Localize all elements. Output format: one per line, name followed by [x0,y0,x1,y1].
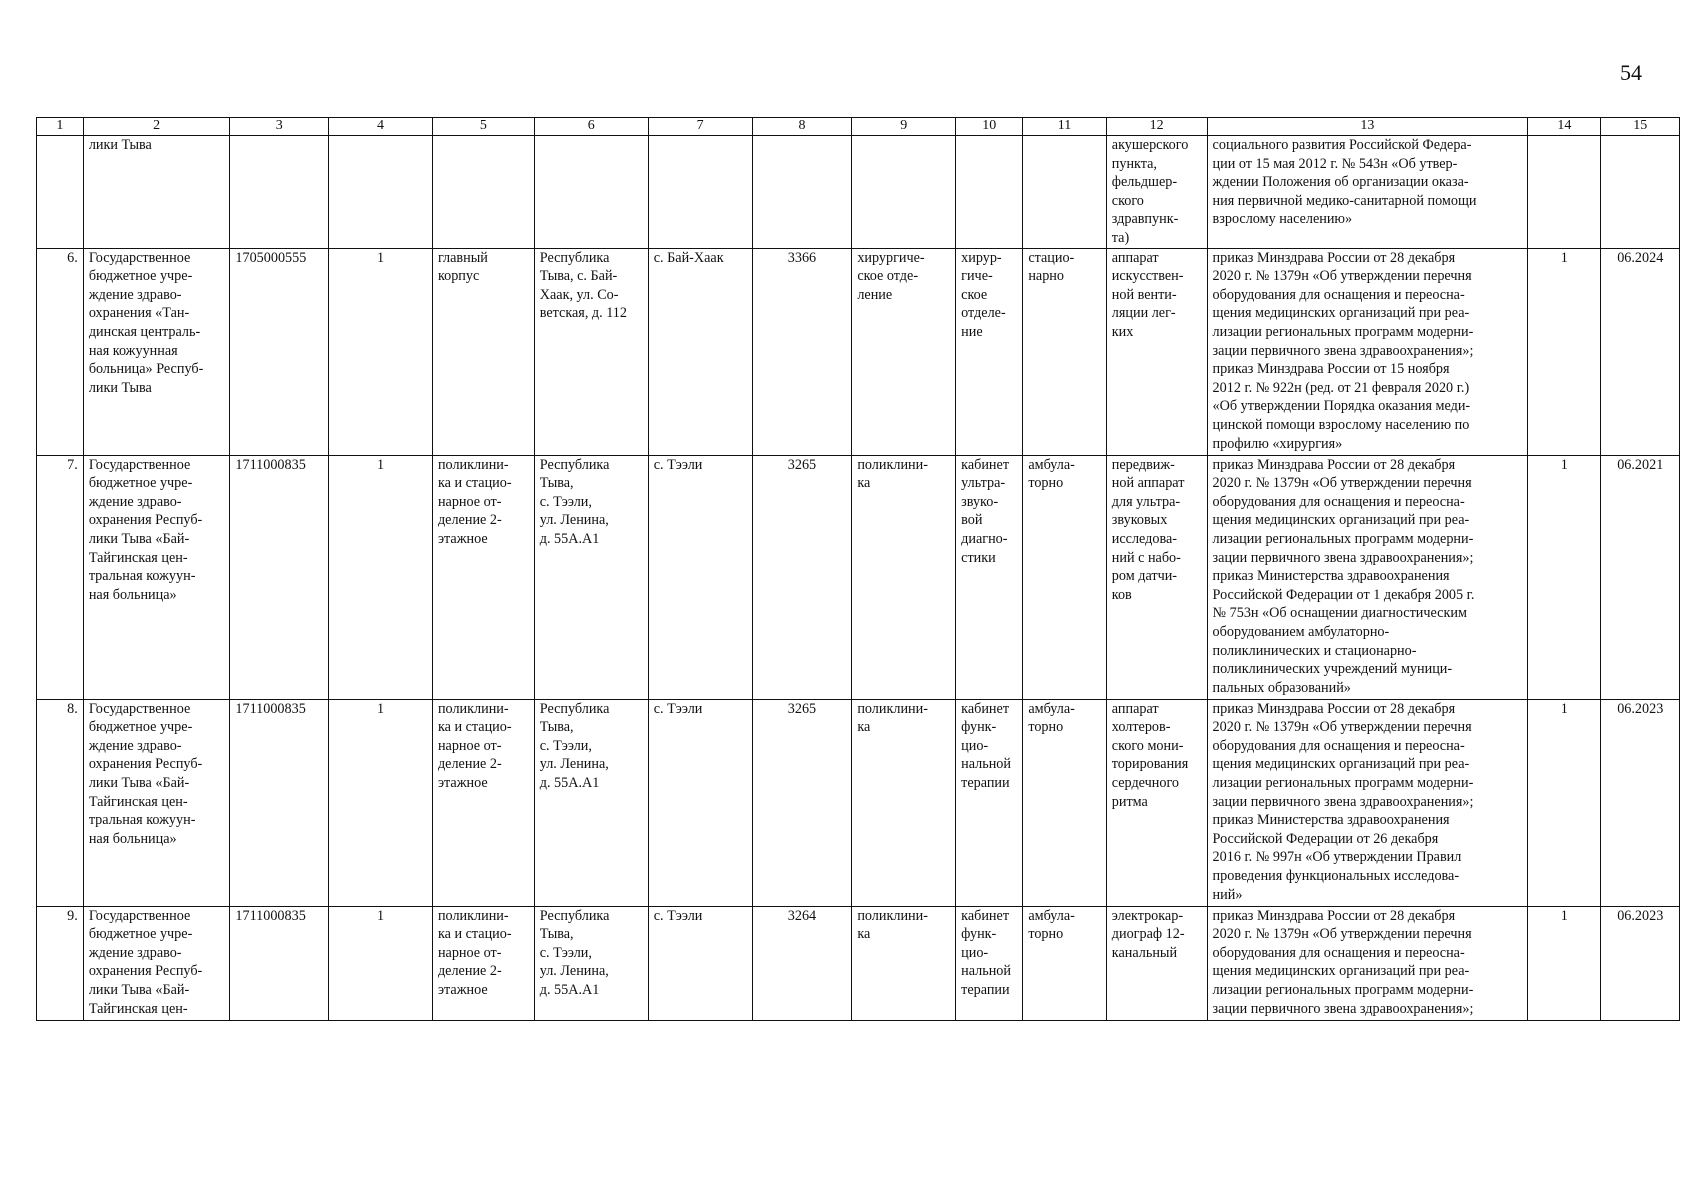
column-number: 2 [83,118,230,136]
room: кабинет функ- цио- нальной терапии [956,699,1023,906]
room: кабинет функ- цио- нальной терапии [956,906,1023,1020]
care-mode: стацио- нарно [1023,248,1106,455]
page-number: 54 [1620,60,1642,85]
column-number: 13 [1207,118,1528,136]
organization-name: Государственное бюджетное учре- ждение здраво- охранения Респуб- лики Тыва «Бай- Тайгинская цен- [83,906,230,1020]
organization-name: Государственное бюджетное учре- ждение здраво- охранения Респуб- лики Тыва «Бай- Тайгинская цен- тральная кожуун- ная больница» [83,699,230,906]
postcode: 3265 [752,455,852,699]
column-number: 15 [1601,118,1680,136]
address: Республика Тыва, с. Бай- Хаак, ул. Со- ветская, д. 112 [534,248,648,455]
table-row [37,455,1680,699]
room: хирур- гиче- ское отделе- ние [956,248,1023,455]
row-number: 9. [37,906,84,1020]
care-mode: амбула- торно [1023,906,1106,1020]
column-number: 10 [956,118,1023,136]
table-row [37,906,1680,1020]
postcode [752,136,852,249]
equipment: электрокар- диограф 12- канальный [1106,906,1207,1020]
quantity [1528,136,1601,249]
delivery-date: 06.2023 [1601,699,1680,906]
organization-name: Государственное бюджетное учре- ждение здраво- охранения «Тан- динская централь- ная кожуунная больница» Респуб- лики Тыва [83,248,230,455]
equipment: аппарат холтеров- ского мони- торирования сердечного ритма [1106,699,1207,906]
address [534,136,648,249]
legal-basis: приказ Минздрава России от 28 декабря 2020 г. № 1379н «Об утверждении перечня оборудования для оснащения и переосна- щения медицинских организаций при реа- лизации региональных программ модерни- зации первичного звена здравоохранения»; приказ Минздрава России от 15 ноября 2012 г. № 922н (ред. от 21 февраля 2020 г.) «Об утверждении Порядка оказания меди- цинской помощи взрослому населению по профилю «хирургия» [1207,248,1528,455]
care-mode: амбула- торно [1023,455,1106,699]
equipment-table [36,117,1680,1021]
department: поликлини- ка [852,699,956,906]
building-count: 1 [329,699,433,906]
column-number: 3 [230,118,329,136]
quantity: 1 [1528,906,1601,1020]
building-count: 1 [329,248,433,455]
column-number: 9 [852,118,956,136]
locality [648,136,752,249]
locality: с. Тээли [648,455,752,699]
quantity: 1 [1528,248,1601,455]
building-count [329,136,433,249]
locality: с. Тээли [648,906,752,1020]
column-number: 11 [1023,118,1106,136]
building: главный корпус [432,248,534,455]
building [432,136,534,249]
equipment: передвиж- ной аппарат для ультра- звуковых исследова- ний с набо- ром датчи- ков [1106,455,1207,699]
organization-name: лики Тыва [83,136,230,249]
organization-code: 1711000835 [230,455,329,699]
equipment: аппарат искусствен- ной венти- ляции лег- ких [1106,248,1207,455]
delivery-date: 06.2021 [1601,455,1680,699]
building-count: 1 [329,455,433,699]
row-number [37,136,84,249]
column-number: 1 [37,118,84,136]
organization-code [230,136,329,249]
care-mode: амбула- торно [1023,699,1106,906]
building: поликлини- ка и стацио- нарное от- деление 2- этажное [432,455,534,699]
postcode: 3366 [752,248,852,455]
building: поликлини- ка и стацио- нарное от- деление 2- этажное [432,699,534,906]
table-row [37,248,1680,455]
department: поликлини- ка [852,906,956,1020]
column-number: 7 [648,118,752,136]
postcode: 3265 [752,699,852,906]
column-number: 5 [432,118,534,136]
organization-name: Государственное бюджетное учре- ждение здраво- охранения Респуб- лики Тыва «Бай- Тайгинская цен- тральная кожуун- ная больница» [83,455,230,699]
address: Республика Тыва, с. Тээли, ул. Ленина, д. 55А.А1 [534,906,648,1020]
row-number: 8. [37,699,84,906]
row-number: 6. [37,248,84,455]
table-row [37,699,1680,906]
legal-basis: приказ Минздрава России от 28 декабря 2020 г. № 1379н «Об утверждении перечня оборудования для оснащения и переосна- щения медицинских организаций при реа- лизации региональных программ модерни- зации первичного звена здравоохранения»; приказ Министерства здравоохранения Российской Федерации от 26 декабря 2016 г. № 997н «Об утверждении Правил проведения функциональных исследова- ний» [1207,699,1528,906]
table-row [37,136,1680,249]
department: поликлини- ка [852,455,956,699]
care-mode [1023,136,1106,249]
organization-code: 1711000835 [230,699,329,906]
column-number: 8 [752,118,852,136]
row-number: 7. [37,455,84,699]
address: Республика Тыва, с. Тээли, ул. Ленина, д. 55А.А1 [534,699,648,906]
department [852,136,956,249]
postcode: 3264 [752,906,852,1020]
legal-basis: социального развития Российской Федера- ции от 15 мая 2012 г. № 543н «Об утвер- ждении Положения об организации оказа- ния первичной медико-санитарной помощи взрослому населению» [1207,136,1528,249]
locality: с. Бай-Хаак [648,248,752,455]
locality: с. Тээли [648,699,752,906]
delivery-date: 06.2024 [1601,248,1680,455]
delivery-date: 06.2023 [1601,906,1680,1020]
room: кабинет ультра- звуко- вой диагно- стики [956,455,1023,699]
column-number: 6 [534,118,648,136]
building-count: 1 [329,906,433,1020]
column-number: 14 [1528,118,1601,136]
legal-basis: приказ Минздрава России от 28 декабря 2020 г. № 1379н «Об утверждении перечня оборудования для оснащения и переосна- щения медицинских организаций при реа- лизации региональных программ модерни- зации первичного звена здравоохранения»; [1207,906,1528,1020]
building: поликлини- ка и стацио- нарное от- деление 2- этажное [432,906,534,1020]
delivery-date [1601,136,1680,249]
legal-basis: приказ Минздрава России от 28 декабря 2020 г. № 1379н «Об утверждении перечня оборудования для оснащения и переосна- щения медицинских организаций при реа- лизации региональных программ модерни- зации первичного звена здравоохранения»; приказ Министерства здравоохранения Российской Федерации от 1 декабря 2005 г. № 753н «Об оснащении диагностическим оборудованием амбулаторно- поликлинических и стационарно- поликлинических учреждений муници- пальных образований» [1207,455,1528,699]
department: хирургиче- ское отде- ление [852,248,956,455]
column-number-row [37,118,1680,136]
organization-code: 1711000835 [230,906,329,1020]
column-number: 4 [329,118,433,136]
quantity: 1 [1528,699,1601,906]
column-number: 12 [1106,118,1207,136]
address: Республика Тыва, с. Тээли, ул. Ленина, д. 55А.А1 [534,455,648,699]
quantity: 1 [1528,455,1601,699]
room [956,136,1023,249]
equipment: акушерского пункта, фельдшер- ского здравпунк- та) [1106,136,1207,249]
organization-code: 1705000555 [230,248,329,455]
